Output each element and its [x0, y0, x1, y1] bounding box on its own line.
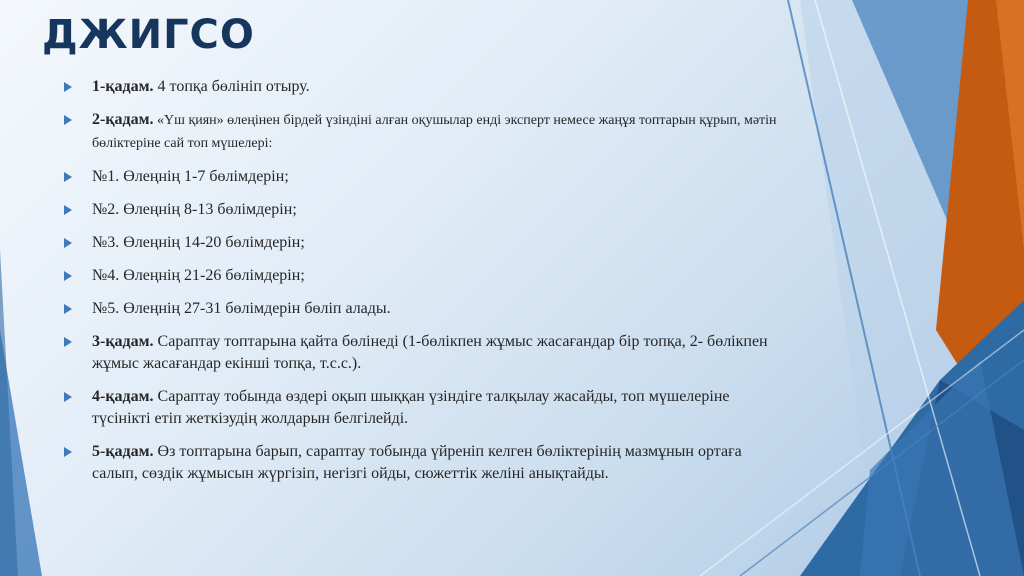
bullet-list	[64, 76, 784, 496]
bullet-arrow-icon	[64, 304, 72, 314]
step-text: Өз топтарына барып, сараптау тобында үйреніп келген бөліктерінің мазмұнын ортаға салып, сөздік жұмысын жүргізіп, негізгі ойды, сюжеттік желіні анықтайды.	[92, 443, 742, 482]
step-text: №4. Өлеңнің 21-26 бөлімдерін;	[92, 267, 305, 284]
bullet-arrow-icon	[64, 447, 72, 457]
step-label: 3-қадам.	[92, 333, 154, 350]
bullet-arrow-icon	[64, 271, 72, 281]
list-item	[64, 109, 784, 155]
step-text: №3. Өлеңнің 14-20 бөлімдерін;	[92, 234, 305, 251]
step-text: №5. Өлеңнің 27-31 бөлімдерін бөліп алады.	[92, 300, 391, 317]
list-item	[64, 199, 784, 221]
step-text: «Үш қиян» өлеңінен бірдей үзіндіні алған оқушылар енді эксперт немесе жаңұя топтарын құрып, мәтін бөліктеріне сай топ мүшелері:	[92, 113, 777, 151]
list-item	[64, 232, 784, 254]
bullet-arrow-icon	[64, 82, 72, 92]
bullet-arrow-icon	[64, 172, 72, 182]
step-label: 4-қадам.	[92, 388, 154, 405]
bullet-arrow-icon	[64, 115, 72, 125]
step-text: Сараптау тобында өздері оқып шыққан үзіндіге талқылау жасайды, топ мүшелеріне түсінікті етіп жеткізудің жолдарын белгілейді.	[92, 388, 730, 427]
step-text: Сараптау топтарына қайта бөлінеді (1-бөлікпен жұмыс жасағандар бір топқа, 2- бөлікпен жұмыс жасағандар екінші топқа, т.с.с.).	[92, 333, 768, 372]
bullet-arrow-icon	[64, 392, 72, 402]
list-item	[64, 76, 784, 98]
bullet-arrow-icon	[64, 205, 72, 215]
list-item	[64, 298, 784, 320]
list-item	[64, 265, 784, 287]
step-text: №2. Өлеңнің 8-13 бөлімдерін;	[92, 201, 297, 218]
list-item	[64, 166, 784, 188]
step-label: 1-қадам.	[92, 78, 154, 95]
bullet-arrow-icon	[64, 337, 72, 347]
list-item	[64, 331, 784, 375]
slide-title: ДЖИГСО	[42, 12, 255, 58]
step-label: 5-қадам.	[92, 443, 154, 460]
step-label: 2-қадам.	[92, 111, 154, 128]
step-text: 4 топқа бөлініп отыру.	[153, 78, 310, 95]
step-text: №1. Өлеңнің 1-7 бөлімдерін;	[92, 168, 289, 185]
list-item	[64, 441, 784, 485]
list-item	[64, 386, 784, 430]
bullet-arrow-icon	[64, 238, 72, 248]
